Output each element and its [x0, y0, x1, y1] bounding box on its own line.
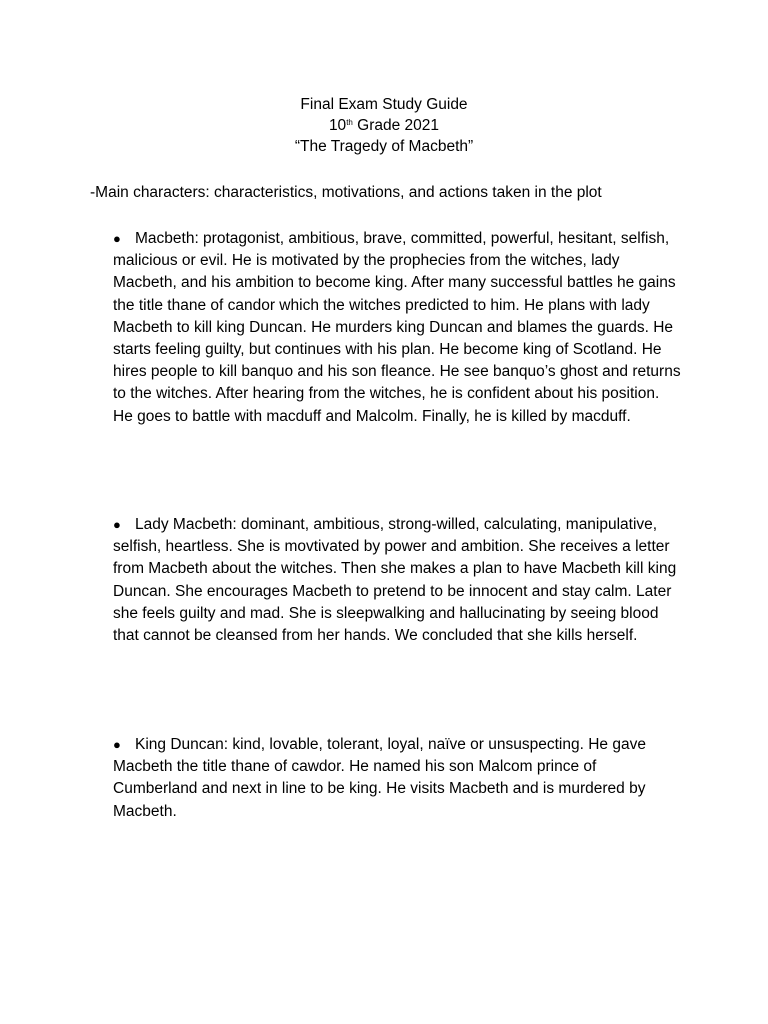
- grade-year-line: [0, 115, 768, 136]
- section-heading: -Main characters: characteristics, motivations, and actions taken in the plot: [90, 184, 602, 201]
- character-description: King Duncan: kind, lovable, tolerant, loyal, naïve or unsuspecting. He gave Macbeth the title thane of cawdor. He named his son Malcom prince of Cumberland and next in line to be king. He visits Macbeth and is murdered by Macbeth.: [113, 736, 646, 820]
- character-description: Macbeth: protagonist, ambitious, brave, committed, powerful, hesitant, selfish, malicious or evil. He is motivated by the prophecies from the witches, lady Macbeth, and his ambition to become king. After many successful battles he gains the title thane of candor which the witches predicted to him. He plans with lady Macbeth to kill king Duncan. He murders king Duncan and blames the guards. He starts feeling guilty, but continues with his plan. He become king of Scotland. He hires people to kill banquo and his son fleance. He see banquo’s ghost and returns to the witches. After hearing from the witches, he is confident about his position. He goes to battle with macduff and Malcolm. Finally, he is killed by macduff.: [113, 230, 681, 425]
- grade-year: Grade 2021: [352, 117, 440, 134]
- character-bullet-king-duncan: [113, 734, 683, 823]
- document-title-block: [0, 94, 768, 157]
- character-description: Lady Macbeth: dominant, ambitious, strong-willed, calculating, manipulative, selfish, heartless. She is movtivated by power and ambition. She receives a letter from Macbeth about the witches. Then she makes a plan to have Macbeth kill king Duncan. She encourages Macbeth to pretend to be innocent and stay calm. Later she feels guilty and mad. She is sleepwalking and hallucinating by seeing blood that cannot be cleansed from her hands. We concluded that she kills herself.: [113, 516, 677, 645]
- bullet-icon: ●: [113, 231, 121, 246]
- bullet-icon: ●: [113, 517, 121, 532]
- grade-number: 10: [328, 117, 347, 134]
- bullet-icon: ●: [113, 737, 121, 752]
- play-title: “The Tragedy of Macbeth”: [294, 138, 474, 155]
- document-title: Final Exam Study Guide: [300, 96, 468, 113]
- grade-ordinal: th: [346, 118, 353, 127]
- character-bullet-lady-macbeth: [113, 514, 683, 647]
- character-bullet-macbeth: [113, 228, 683, 428]
